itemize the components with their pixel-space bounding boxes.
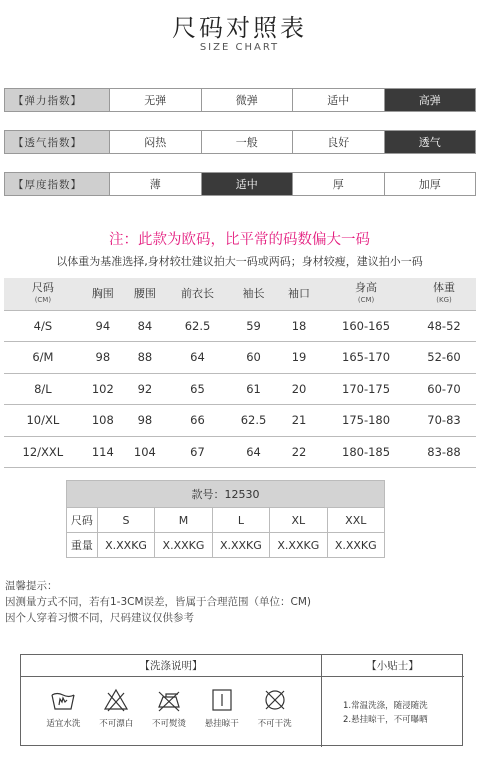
- table-cell: 98: [124, 405, 166, 437]
- table-row: [67, 533, 385, 558]
- size-table-header: [4, 278, 476, 310]
- table-cell: 175-180: [320, 405, 412, 437]
- tips-line: 因测量方式不同，若有1-3CM误差，皆属于合理范围（单位：CM): [5, 596, 312, 608]
- tips-line: 因个人穿着习惯不同，尺码建议仅供参考: [5, 612, 194, 624]
- table-cell: 60: [229, 342, 278, 374]
- style-number: 款号：12530: [67, 481, 385, 508]
- care-item: 悬挂晾干: [195, 687, 248, 729]
- table-cell: 70-83: [412, 405, 476, 437]
- no-iron-icon: [156, 687, 182, 713]
- index-option: 薄: [110, 172, 202, 196]
- table-cell: S: [97, 508, 154, 533]
- tip-line: 2.悬挂晾干，不可曝晒: [343, 715, 428, 725]
- table-cell: X.XXKG: [270, 533, 327, 558]
- header-waist: 腰围: [124, 278, 166, 310]
- page-subtitle: SIZE CHART: [199, 42, 280, 53]
- tips: [5, 578, 311, 626]
- index-option: 良好: [293, 130, 385, 154]
- table-cell: 60-70: [412, 373, 476, 405]
- table-cell: X.XXKG: [212, 533, 269, 558]
- breathability-index-row: [4, 130, 476, 154]
- hand-wash-icon: [50, 687, 76, 713]
- care-item: 不可熨烫: [143, 687, 196, 729]
- table-cell: 62.5: [229, 405, 278, 437]
- table-cell: 61: [229, 373, 278, 405]
- no-bleach-icon: [103, 687, 129, 713]
- table-cell: 21: [278, 405, 320, 437]
- size-note: 注：此款为欧码，比平常的码数偏大一码: [109, 232, 370, 248]
- table-cell: 48-52: [412, 310, 476, 342]
- table-cell: 10/XL: [4, 405, 82, 437]
- weight-label: 重量: [67, 533, 98, 558]
- size-table: [4, 278, 476, 468]
- table-cell: 94: [82, 310, 124, 342]
- size-rule: 以体重为基准选择,身材较壮建议拍大一码或两码；身材较瘦，建议拍小一码: [56, 255, 423, 268]
- table-row: [4, 310, 476, 342]
- table-cell: X.XXKG: [327, 533, 384, 558]
- table-cell: 8/L: [4, 373, 82, 405]
- index-option: 厚: [293, 172, 385, 196]
- table-cell: 84: [124, 310, 166, 342]
- tip-text: [343, 699, 428, 727]
- index-option-selected: 透气: [385, 130, 477, 154]
- table-cell: 62.5: [166, 310, 229, 342]
- breathability-index-label: 【透气指数】: [4, 130, 110, 154]
- table-cell: 59: [229, 310, 278, 342]
- table-row: [4, 373, 476, 405]
- index-option-selected: 适中: [202, 172, 294, 196]
- no-dry-clean-icon: [262, 687, 288, 713]
- divider: [321, 655, 322, 747]
- table-cell: L: [212, 508, 269, 533]
- header-front-length: 前衣长: [166, 278, 229, 310]
- index-option: 一般: [202, 130, 294, 154]
- table-cell: 92: [124, 373, 166, 405]
- table-row: [67, 508, 385, 533]
- header-chest: 胸围: [82, 278, 124, 310]
- tips-title: 温馨提示：: [5, 580, 58, 592]
- index-option: 微弹: [202, 88, 294, 112]
- table-cell: 104: [124, 436, 166, 468]
- table-row: [4, 405, 476, 437]
- care-title: 【洗涤说明】: [139, 660, 203, 672]
- table-cell: XXL: [327, 508, 384, 533]
- table-cell: 102: [82, 373, 124, 405]
- index-option-selected: 高弹: [385, 88, 477, 112]
- weight-table: [66, 480, 385, 558]
- index-option: 适中: [293, 88, 385, 112]
- table-cell: 22: [278, 436, 320, 468]
- table-cell: 180-185: [320, 436, 412, 468]
- table-cell: 4/S: [4, 310, 82, 342]
- hang-dry-icon: [209, 687, 235, 713]
- table-row: [4, 342, 476, 374]
- table-cell: X.XXKG: [155, 533, 212, 558]
- elasticity-index-label: 【弹力指数】: [4, 88, 110, 112]
- thickness-index-row: [4, 172, 476, 196]
- table-cell: 65: [166, 373, 229, 405]
- header-cuff: 袖口: [278, 278, 320, 310]
- care-box: [20, 654, 463, 746]
- table-cell: X.XXKG: [97, 533, 154, 558]
- index-option: 加厚: [385, 172, 477, 196]
- table-cell: 6/M: [4, 342, 82, 374]
- table-cell: 20: [278, 373, 320, 405]
- table-cell: 66: [166, 405, 229, 437]
- header-sleeve-length: 袖长: [229, 278, 278, 310]
- table-row: [4, 436, 476, 468]
- table-cell: 98: [82, 342, 124, 374]
- care-item: 不可干洗: [248, 687, 301, 729]
- table-cell: 64: [229, 436, 278, 468]
- index-option: 闷热: [110, 130, 202, 154]
- table-cell: 83-88: [412, 436, 476, 468]
- table-cell: 108: [82, 405, 124, 437]
- page-title: 尺码对照表: [172, 14, 307, 42]
- table-cell: 165-170: [320, 342, 412, 374]
- table-cell: 88: [124, 342, 166, 374]
- header-size: 尺码 (CM): [4, 278, 82, 310]
- table-cell: 64: [166, 342, 229, 374]
- care-item: 适宜水洗: [37, 687, 90, 729]
- thickness-index-label: 【厚度指数】: [4, 172, 110, 196]
- table-cell: 160-165: [320, 310, 412, 342]
- care-item: 不可漂白: [90, 687, 143, 729]
- table-cell: 18: [278, 310, 320, 342]
- table-cell: XL: [270, 508, 327, 533]
- table-cell: 19: [278, 342, 320, 374]
- table-cell: 114: [82, 436, 124, 468]
- table-cell: 170-175: [320, 373, 412, 405]
- tip-title: 【小贴士】: [366, 660, 419, 672]
- table-cell: 52-60: [412, 342, 476, 374]
- tip-line: 1.常温洗涤，随浸随洗: [343, 701, 428, 711]
- elasticity-index-row: [4, 88, 476, 112]
- table-cell: M: [155, 508, 212, 533]
- header-weight: 体重 (KG): [412, 278, 476, 310]
- table-cell: 67: [166, 436, 229, 468]
- header-height: 身高 (CM): [320, 278, 412, 310]
- table-cell: 12/XXL: [4, 436, 82, 468]
- size-label: 尺码: [67, 508, 98, 533]
- index-option: 无弹: [110, 88, 202, 112]
